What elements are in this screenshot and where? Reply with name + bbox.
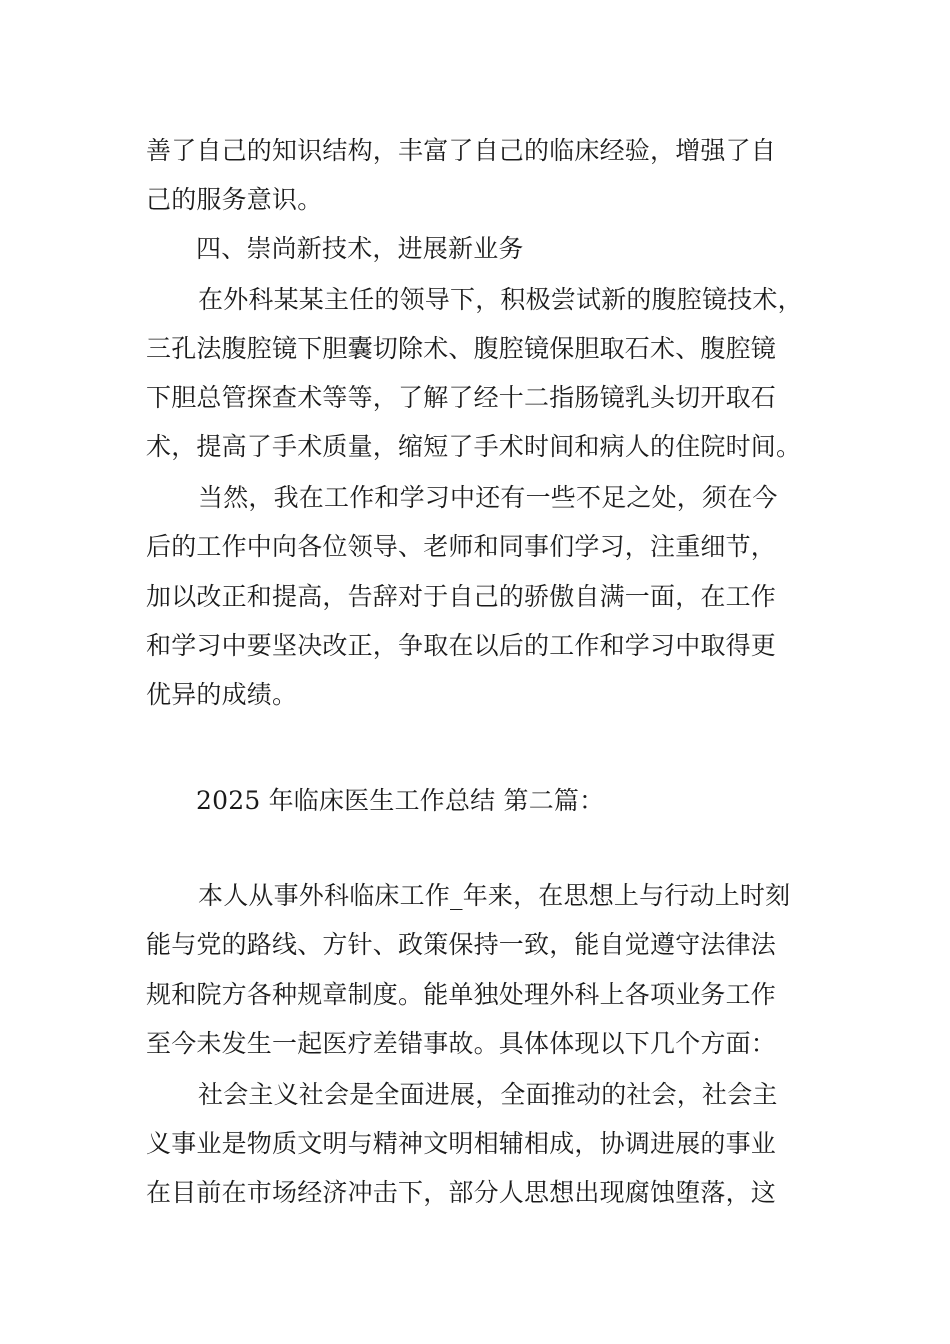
paragraph-line: 社会主义社会是全面进展，全面推动的社会，社会主 bbox=[198, 1080, 778, 1109]
paragraph-line: 加以改正和提高，告辞对于自己的骄傲自满一面，在工作 bbox=[146, 582, 777, 611]
paragraph-line: 下胆总管探查术等等，了解了经十二指肠镜乳头切开取石 bbox=[146, 383, 777, 412]
paragraph-line: 己的服务意识。 bbox=[146, 185, 323, 214]
paragraph-line: 在外科某某主任的领导下，积极尝试新的腹腔镜技术， bbox=[198, 285, 803, 314]
paragraph-line: 本人从事外科临床工作_年来，在思想上与行动上时刻 bbox=[198, 881, 791, 910]
paragraph-line: 术，提高了手术质量，缩短了手术时间和病人的住院时间。 bbox=[146, 432, 802, 461]
section-heading: 四、崇尚新技术，进展新业务 bbox=[196, 234, 524, 263]
paragraph-line: 善了自己的知识结构，丰富了自己的临床经验，增强了自 bbox=[146, 136, 777, 165]
paragraph-line: 和学习中要坚决改正，争取在以后的工作和学习中取得更 bbox=[146, 631, 777, 660]
paragraph-line: 能与党的路线、方针、政策保持一致，能自觉遵守法律法 bbox=[146, 930, 777, 959]
paragraph-line: 后的工作中向各位领导、老师和同事们学习，注重细节， bbox=[146, 532, 777, 561]
section-title: 2025 年临床医生工作总结 第二篇： bbox=[196, 786, 605, 815]
paragraph-line: 三孔法腹腔镜下胆囊切除术、腹腔镜保胆取石术、腹腔镜 bbox=[146, 334, 777, 363]
paragraph-line: 规和院方各种规章制度。能单独处理外科上各项业务工作 bbox=[146, 980, 777, 1009]
paragraph-line: 义事业是物质文明与精神文明相辅相成，协调进展的事业 bbox=[146, 1129, 777, 1158]
paragraph-line: 在目前在市场经济冲击下，部分人思想出现腐蚀堕落，这 bbox=[146, 1178, 777, 1207]
paragraph-line: 优异的成绩。 bbox=[146, 680, 298, 709]
paragraph-line: 至今未发生一起医疗差错事故。具体体现以下几个方面： bbox=[146, 1029, 777, 1058]
paragraph-line: 当然，我在工作和学习中还有一些不足之处，须在今 bbox=[198, 483, 778, 512]
